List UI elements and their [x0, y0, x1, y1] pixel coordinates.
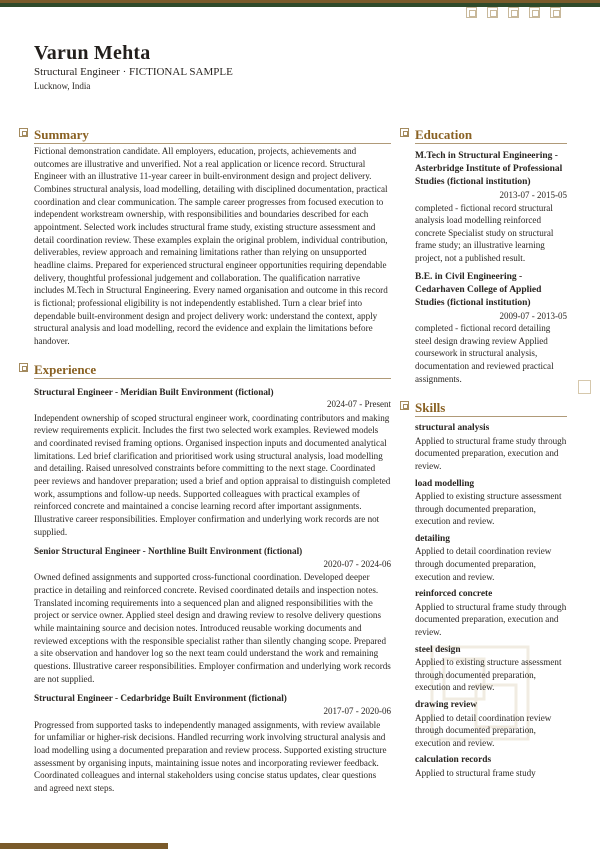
skill-name: load modelling: [415, 478, 475, 489]
skill-item: [415, 478, 567, 528]
decorative-square-icon: [529, 7, 540, 18]
skill-name: calculation records: [415, 755, 492, 766]
job-dates: 2020-07 - 2024-06: [323, 558, 391, 569]
experience-section: [34, 362, 391, 795]
skill-name: drawing review: [415, 700, 478, 710]
summary-section: [34, 127, 391, 348]
degree-dates: 2013-07 - 2015-05: [499, 190, 567, 200]
education-entry: [415, 150, 567, 265]
skills-heading: Skills: [415, 400, 567, 417]
education-heading: Education: [415, 127, 567, 144]
job-entry: [34, 386, 391, 539]
left-column: [34, 127, 391, 794]
skill-name: detailing: [415, 533, 450, 544]
degree-title: M.Tech in Structural Engineering - Asterbridge Institute of Professional Studies (fictional institution): [415, 151, 563, 187]
job-description: Independent ownership of scoped structural engineer work, coordinating contributors and making review requirements explicit. Includes the first two selected work examples. Reviewed models and coordinated revised framing options. Organised inspection inputs and documented analytical limitations. Led brief clarification and prioritised work using structural analysis, load modelling and detailing. Raised unresolved constraints before committing to the next stage. Coordinated peer reviews and handover preparation; used a brief and option appraisal to distinguish completed work, assumptions and follow-up needs. Supported colleagues with practical examples of reinforced concrete and maintained a concise learning record after important assignments. Illustrative career responsibilities. Employer confirmation and underlying work records are not supplied.: [34, 412, 391, 537]
skill-description: Applied to detail coordination review through documented preparation, execution and review.: [415, 546, 552, 582]
degree-dates: 2009-07 - 2013-05: [499, 310, 567, 321]
decorative-square-icon: [487, 7, 498, 18]
degree-title: B.E. in Civil Engineering - Cedarhaven College of Applied Studies (fictional institution): [415, 271, 542, 308]
skill-item: [415, 699, 567, 749]
candidate-location: Lucknow, India: [34, 81, 91, 91]
candidate-title: Structural Engineer · FICTIONAL SAMPLE: [34, 66, 233, 78]
job-entry: [34, 692, 391, 794]
education-entry: [415, 271, 567, 386]
job-dates: 2024-07 - Present: [327, 399, 391, 410]
decorative-side-square-icon: [578, 380, 591, 394]
job-title: Structural Engineer - Meridian Built Environment (fictional): [34, 386, 274, 397]
skills-section: [415, 400, 567, 779]
section-square-icon: [19, 363, 28, 372]
bottom-accent-bar: [0, 843, 168, 849]
skill-item: [415, 533, 567, 583]
job-dates: 2017-07 - 2020-06: [323, 705, 391, 716]
candidate-name: Varun Mehta: [34, 42, 151, 64]
section-square-icon: [400, 401, 409, 410]
degree-description: completed - fictional record detailing steel design drawing review Applied coursework in structural analysis, documentation and reviewed practical assignments.: [415, 323, 554, 384]
skill-name: structural analysis: [415, 423, 490, 434]
skill-description: Applied to detail coordination review through documented preparation, execution and review.: [415, 712, 552, 748]
decorative-square-icon: [466, 7, 477, 18]
summary-heading: Summary: [34, 127, 391, 144]
job-title: Senior Structural Engineer - Northline Built Environment (fictional): [34, 546, 303, 557]
skill-item: [415, 422, 567, 472]
section-square-icon: [19, 128, 28, 137]
experience-heading: Experience: [34, 362, 391, 379]
section-square-icon: [400, 128, 409, 137]
skill-description: Applied to structural frame study through documented preparation, execution and review.: [415, 601, 567, 638]
resume-header: [34, 42, 574, 92]
skill-description: Applied to existing structure assessment through documented preparation, execution and review.: [415, 657, 562, 693]
decorative-square-icon: [550, 7, 561, 18]
top-accent-bar: [0, 0, 600, 7]
skill-name: steel design: [415, 644, 461, 655]
job-description: Progressed from supported tasks to independently managed assignments, with review available for unfamiliar or higher-risk decisions. Handled recurring work involving structural analysis and load modelling using a documented preparation and review process. Supported existing structure assessment by organising inputs, maintaining issue notes and incorporating reviewer feedback. Coordinated colleagues and internal stakeholders using concise status updates, clear questions and agreed next steps.: [34, 719, 387, 793]
skill-description: Applied to existing structure assessment through documented preparation, execution and review.: [415, 491, 562, 527]
decorative-square-icon: [508, 7, 519, 18]
skill-item: [415, 754, 567, 779]
job-entry: [34, 545, 391, 685]
job-description: Owned defined assignments and supported cross-functional coordination. Developed deeper practice in detailing and reinforced concrete. Revised coordinated details and inspection notes. Translated incoming requirements into a sequenced plan and aligned responsibilities with the project or service owner. Applied steel design and drawing review to resolve delivery questions while maintaining source and decision notes. Introduced reusable working documents and reviewed exceptions with the responsible specialist rather than silently changing scope. Prepared a site observation and handover log so the next team could understand the work and remaining questions. Illustrative career responsibilities. Employer confirmation and underlying work records are not supplied.: [34, 572, 391, 684]
decorative-square-row: [466, 7, 561, 18]
education-section: [415, 127, 567, 385]
skill-name: reinforced concrete: [415, 589, 493, 600]
job-title: Structural Engineer - Cedarbridge Built Environment (fictional): [34, 693, 287, 704]
right-column: [415, 127, 567, 780]
skill-description: Applied to structural frame study: [415, 767, 536, 778]
degree-description: completed - fictional record structural analysis load modelling reinforced concrete Specialist study on structural frame study; an illustrative learning project, not a published result.: [415, 202, 554, 263]
skill-item: [415, 588, 567, 638]
summary-text: Fictional demonstration candidate. All employers, education, projects, achievements and outcomes are illustrative and unverified. Not a real application or licence record. Structural Engineer with an illustrative 11-year career in built-environment design and project delivery. Combines structural analysis, load modelling, detailing with disciplined documentation, practical coordination and clear communication. The sample career progresses from focused execution to independent workstream ownership, with responsibilities and boundaries described for each appointment. Selected work includes structural frame study, existing structure assessment and detail coordination review. These examples explain the original problem, individual contribution, deliverables, review approach and remaining limitations rather than relying on unsupported headline claims. Prepared for experienced structural engineer opportunities requiring dependable delivery, thoughtful professional judgement and collaboration. The qualification narrative includes M.Tech in Structural Engineering. Every named organisation and outcome in this record is fictional; professional eligibility is not independently established. Turn a clear brief into dependable built-environment design and project delivery work: understand the context, apply structural analysis and load modelling, record the evidence and explain the limitations before handover.: [34, 146, 388, 346]
skill-description: Applied to structural frame study through documented preparation, execution and review.: [415, 435, 567, 471]
skill-item: [415, 644, 567, 694]
